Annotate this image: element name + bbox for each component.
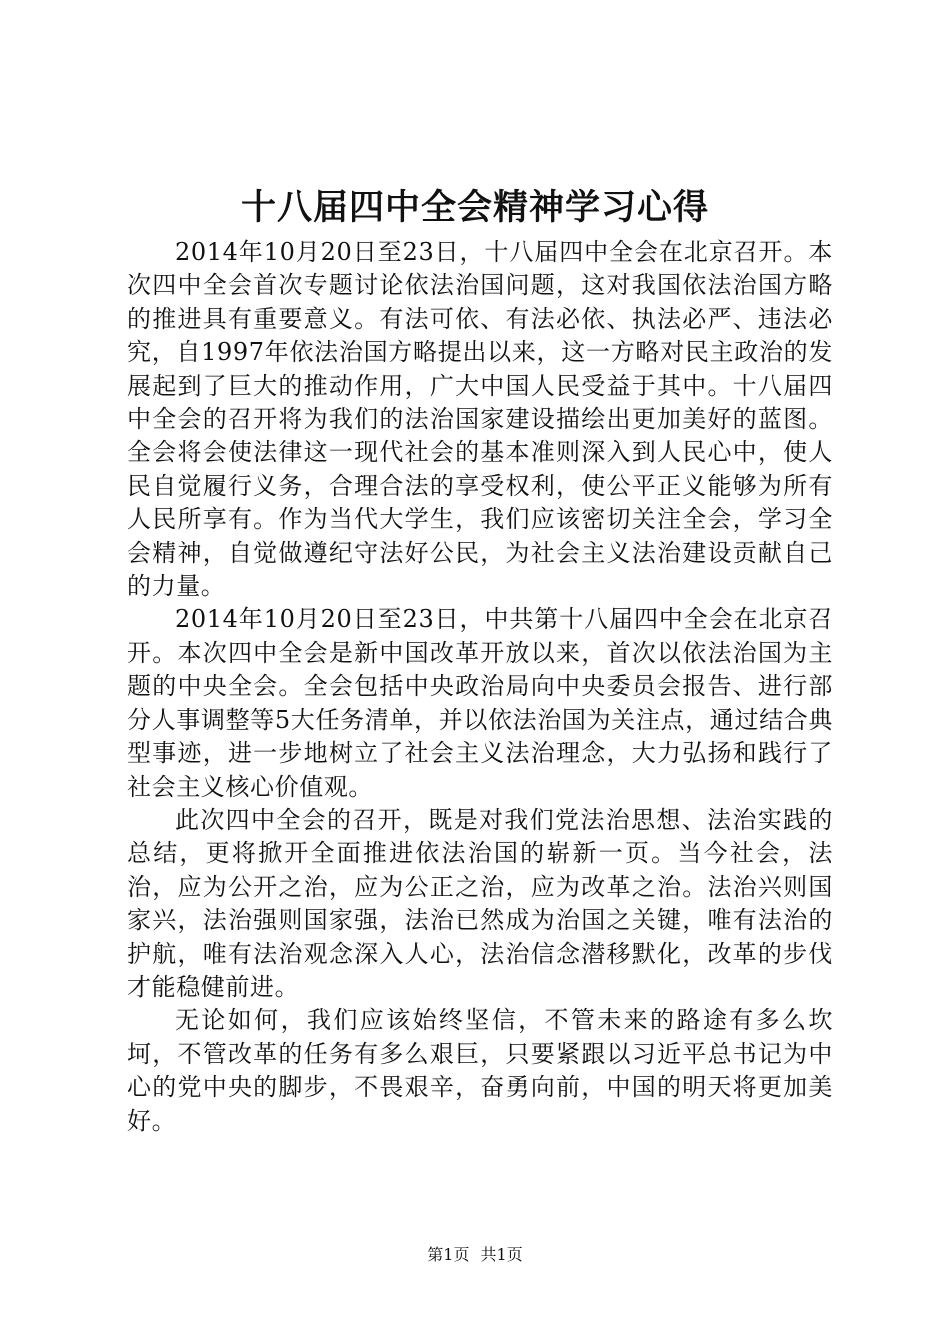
document-body [127,236,833,1138]
paragraph-3: 此次四中全会的召开，既是对我们党法治思想、法治实践的总结，更将掀开全面推进依法治国的崭新一页。当今社会，法治，应为公开之治，应为公正之治，应为改革之治。法治兴则国家兴，法治强则国家强，法治已然成为治国之关键，唯有法治的护航，唯有法治观念深入人心，法治信念潜移默化，改革的步伐才能稳健前进。 [127,805,833,1001]
paragraph-4: 无论如何，我们应该始终坚信，不管未来的路途有多么坎坷，不管改革的任务有多么艰巨，只要紧跟以习近平总书记为中心的党中央的脚步，不畏艰辛，奋勇向前，中国的明天将更加美好。 [127,1006,833,1135]
page-footer [0,1244,950,1266]
page-number-total: 共1页 [480,1245,523,1264]
document-title: 十八届四中全会精神学习心得 [240,188,709,228]
paragraph-1: 2014年10月20日至23日，十八届四中全会在北京召开。本次四中全会首次专题讨论依法治国问题，这对我国依法治国方略的推进具有重要意义。有法可依、有法必依、执法必严、违法必究，自1997年依法治国方略提出以来，这一方略对民主政治的发展起到了巨大的推动作用，广大中国人民受益于其中。十八届四中全会的召开将为我们的法治国家建设描绘出更加美好的蓝图。全会将会使法律这一现代社会的基本准则深入到人民心中，使人民自觉履行义务，合理合法的享受权利，使公平正义能够为所有人民所享有。作为当代大学生，我们应该密切关注全会，学习全会精神，自觉做遵纪守法好公民，为社会主义法治建设贡献自己的力量。 [127,238,833,601]
paragraph-2: 2014年10月20日至23日，中共第十八届四中全会在北京召开。本次四中全会是新中国改革开放以来，首次以依法治国为主题的中央全会。全会包括中央政治局向中央委员会报告、进行部分人事调整等5大任务清单，并以依法治国为关注点，通过结合典型事迹，进一步地树立了社会主义法治理念，大力弘扬和践行了社会主义核心价值观。 [127,605,833,801]
page-number-current: 第1页 [427,1245,470,1264]
